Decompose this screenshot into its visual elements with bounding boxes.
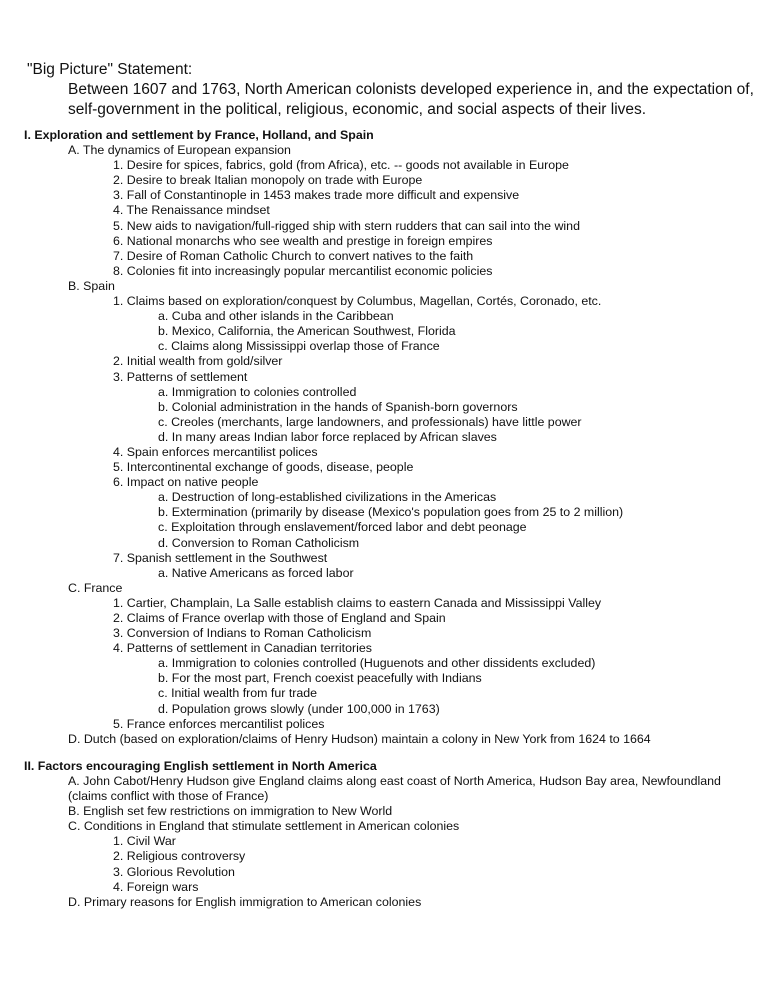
outline-item: 2. Initial wealth from gold/silver: [113, 354, 283, 369]
outline-item: 4. Foreign wars: [113, 879, 199, 894]
outline-item: 3. Patterns of settlement: [113, 369, 248, 384]
outline-item: B. English set few restrictions on immigration to New World: [68, 804, 393, 819]
outline-item: d. Population grows slowly (under 100,000 in 1763): [158, 701, 440, 716]
section-heading: I. Exploration and settlement by France, Holland, and Spain: [24, 128, 374, 142]
outline-item: 1. Civil War: [113, 834, 176, 849]
outline-item: d. Conversion to Roman Catholicism: [158, 535, 360, 550]
outline-item: b. Colonial administration in the hands of Spanish-born governors: [158, 399, 518, 414]
outline-item: 3. Fall of Constantinople in 1453 makes trade more difficult and expensive: [113, 188, 520, 203]
big-picture-text: Between 1607 and 1763, North American colonists developed experience in, and the expectation of, self-government in the political, religious, economic, and social aspects of their lives.: [68, 81, 754, 118]
outline-item: 2. Religious controversy: [113, 849, 246, 864]
outline-item: C. France: [68, 580, 123, 595]
outline-item: a. Native Americans as forced labor: [158, 565, 354, 580]
outline-item: b. For the most part, French coexist peacefully with Indians: [158, 671, 482, 686]
outline-item: D. Dutch (based on exploration/claims of Henry Hudson) maintain a colony in New York from 1624 to 1664: [68, 731, 651, 746]
outline-item: c. Initial wealth from fur trade: [158, 686, 318, 701]
outline-item: 3. Conversion of Indians to Roman Catholicism: [113, 626, 372, 641]
outline-item: b. Mexico, California, the American Southwest, Florida: [158, 324, 456, 339]
outline: [0, 128, 768, 910]
outline-item: 3. Glorious Revolution: [113, 864, 235, 879]
outline-item: 1. Cartier, Champlain, La Salle establish claims to eastern Canada and Mississippi Valley: [113, 595, 602, 610]
outline-item: a. Immigration to colonies controlled (Huguenots and other dissidents excluded): [158, 656, 596, 671]
outline-item: b. Extermination (primarily by disease (Mexico's population goes from 25 to 2 million): [158, 505, 624, 520]
outline-item: c. Claims along Mississippi overlap those of France: [158, 339, 440, 354]
outline-item: C. Conditions in England that stimulate settlement in American colonies: [68, 819, 460, 834]
outline-item: A. John Cabot/Henry Hudson give England claims along east coast of North America, Hudson Bay area, Newfoundland (claims conflict with those of France): [68, 773, 721, 804]
outline-item: d. In many areas Indian labor force replaced by African slaves: [158, 429, 497, 444]
outline-item: 5. France enforces mercantilist polices: [113, 716, 325, 731]
outline-item: D. Primary reasons for English immigration to American colonies: [68, 894, 422, 909]
outline-item: 7. Spanish settlement in the Southwest: [113, 550, 328, 565]
outline-item: 2. Desire to break Italian monopoly on trade with Europe: [113, 173, 423, 188]
outline-item: 6. National monarchs who see wealth and prestige in foreign empires: [113, 233, 493, 248]
outline-item: 6. Impact on native people: [113, 475, 259, 490]
outline-item: c. Creoles (merchants, large landowners, and professionals) have little power: [158, 414, 582, 429]
outline-item: 4. The Renaissance mindset: [113, 203, 270, 218]
outline-item: 4. Patterns of settlement in Canadian territories: [113, 641, 372, 656]
outline-item: 8. Colonies fit into increasingly popular mercantilist economic policies: [113, 263, 493, 278]
outline-item: 4. Spain enforces mercantilist polices: [113, 444, 318, 459]
outline-item: a. Cuba and other islands in the Caribbean: [158, 309, 394, 324]
outline-item: B. Spain: [68, 278, 115, 293]
outline-item: 1. Claims based on exploration/conquest by Columbus, Magellan, Cortés, Coronado, etc.: [113, 294, 602, 309]
outline-item: a. Immigration to colonies controlled: [158, 384, 357, 399]
outline-item: 2. Claims of France overlap with those of England and Spain: [113, 611, 446, 625]
section-heading: II. Factors encouraging English settlement in North America: [24, 758, 377, 773]
big-picture-statement: [27, 60, 757, 120]
outline-item: 5. Intercontinental exchange of goods, disease, people: [113, 460, 414, 475]
outline-item: a. Destruction of long-established civilizations in the Americas: [158, 490, 497, 505]
outline-item: 1. Desire for spices, fabrics, gold (from Africa), etc. -- goods not available in Europe: [113, 158, 569, 173]
outline-item: 7. Desire of Roman Catholic Church to convert natives to the faith: [113, 248, 474, 263]
outline-item: c. Exploitation through enslavement/forced labor and debt peonage: [158, 520, 527, 535]
outline-item: A. The dynamics of European expansion: [68, 143, 291, 158]
big-picture-label: "Big Picture" Statement:: [27, 61, 193, 78]
outline-item: 5. New aids to navigation/full-rigged ship with stern rudders that can sail into the wind: [113, 218, 580, 233]
